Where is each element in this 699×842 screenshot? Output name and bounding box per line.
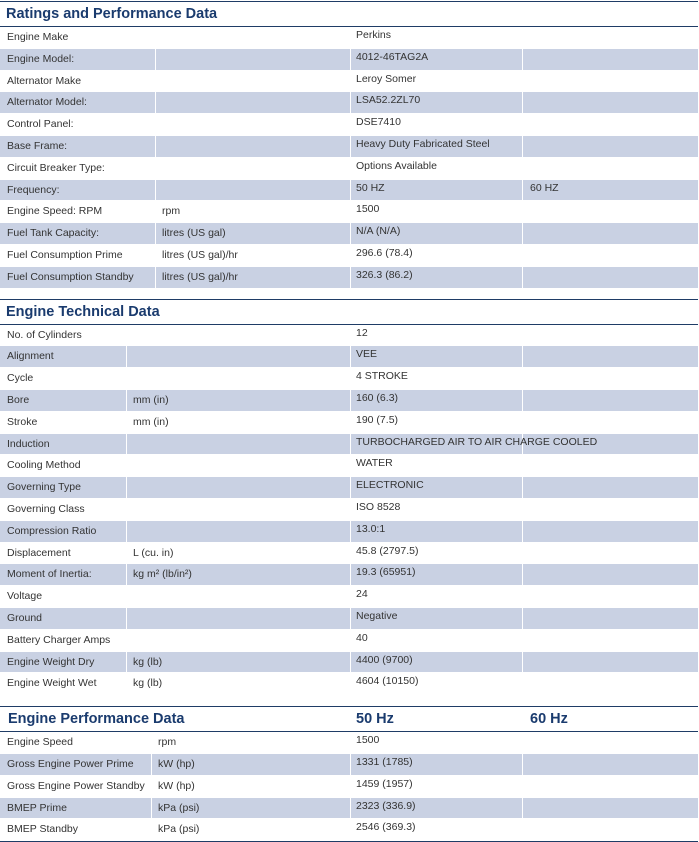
column-divider (350, 477, 351, 498)
column-divider (126, 673, 127, 694)
column-divider (522, 776, 523, 797)
column-divider (350, 267, 351, 288)
column-divider (350, 325, 351, 346)
table-row (0, 412, 698, 434)
performance-table (0, 732, 698, 841)
row-label: Governing Type (7, 481, 81, 494)
row-unit: kg (lb) (133, 677, 163, 690)
column-divider (522, 499, 523, 520)
column-divider (126, 543, 127, 564)
column-divider (126, 455, 127, 476)
column-divider (522, 630, 523, 651)
row-value-50hz: 4400 (9700) (356, 653, 413, 666)
row-label: Battery Charger Amps (7, 633, 111, 646)
column-divider (350, 434, 351, 455)
column-divider (522, 754, 523, 775)
column-divider (522, 114, 523, 135)
column-divider (522, 346, 523, 367)
column-divider (350, 158, 351, 179)
column-divider (126, 477, 127, 498)
column-divider (522, 325, 523, 346)
column-divider (155, 245, 156, 266)
table-row (0, 586, 698, 608)
table-row (0, 455, 698, 477)
row-label: Fuel Consumption Prime (7, 248, 123, 261)
row-unit: mm (in) (133, 415, 169, 428)
row-label: Gross Engine Power Prime (7, 757, 134, 770)
row-unit: L (cu. in) (133, 546, 174, 559)
table-row (0, 390, 698, 412)
row-unit: litres (US gal) (162, 227, 226, 240)
table-row (0, 368, 698, 390)
row-value-60hz: 60 HZ (530, 181, 559, 194)
column-divider (350, 180, 351, 201)
row-label: Cooling Method (7, 459, 81, 472)
row-label: Engine Make (7, 31, 69, 43)
row-label: Engine Speed (7, 736, 73, 749)
row-label: Moment of Inertia: (7, 568, 92, 581)
row-value-50hz: 4604 (10150) (356, 675, 419, 688)
column-divider (522, 92, 523, 113)
column-divider (522, 390, 523, 411)
column-divider (522, 267, 523, 288)
row-value-50hz: 50 HZ (356, 181, 385, 194)
table-row (0, 608, 698, 630)
column-divider (155, 114, 156, 135)
column-divider (155, 180, 156, 201)
row-value-50hz: Leroy Somer (356, 72, 417, 85)
row-value-50hz: WATER (356, 457, 393, 470)
row-label: BMEP Prime (7, 801, 67, 814)
row-label: Stroke (7, 415, 38, 428)
column-divider (126, 521, 127, 542)
row-value-50hz: Negative (356, 609, 398, 622)
row-label: Control Panel: (7, 118, 74, 131)
column-divider (522, 158, 523, 179)
table-row (0, 754, 698, 776)
table-row (0, 776, 698, 798)
column-divider (350, 673, 351, 694)
column-divider (155, 136, 156, 157)
row-label: Engine Weight Wet (7, 677, 97, 690)
row-value-50hz: 4012-46TAG2A (356, 50, 429, 63)
performance-section (0, 706, 698, 841)
row-label: Gross Engine Power Standby (7, 779, 145, 792)
row-label: Induction (7, 437, 50, 450)
column-divider (155, 27, 156, 48)
table-row (0, 819, 698, 841)
column-divider (155, 201, 156, 222)
column-divider (350, 114, 351, 135)
row-label: No. of Cylinders (7, 328, 82, 341)
table-row (0, 180, 698, 202)
column-divider (522, 368, 523, 389)
column-divider (522, 673, 523, 694)
table-row (0, 92, 698, 114)
column-divider (155, 223, 156, 244)
column-divider (350, 390, 351, 411)
column-divider (522, 49, 523, 70)
column-divider (522, 71, 523, 92)
performance-col-60hz: 60 Hz (530, 711, 568, 728)
row-value-50hz: 2546 (369.3) (356, 821, 416, 834)
column-divider (126, 325, 127, 346)
table-row (0, 245, 698, 267)
table-row (0, 798, 698, 820)
column-divider (350, 754, 351, 775)
performance-title: Engine Performance Data (8, 711, 185, 728)
column-divider (522, 201, 523, 222)
column-divider (522, 180, 523, 201)
row-value-50hz: 190 (7.5) (356, 413, 399, 426)
table-row (0, 136, 698, 158)
column-divider (350, 136, 351, 157)
row-value-50hz: 24 (356, 588, 368, 601)
row-value-50hz: 326.3 (86.2) (356, 268, 413, 281)
row-unit: rpm (162, 205, 181, 218)
column-divider (522, 564, 523, 585)
row-label: Ground (7, 611, 43, 624)
row-label: Alternator Model: (7, 96, 87, 109)
row-value-50hz: 19.3 (65951) (356, 566, 416, 579)
table-row (0, 325, 698, 347)
row-label: Engine Speed: RPM (7, 205, 103, 218)
column-divider (126, 412, 127, 433)
row-value-50hz: 12 (356, 326, 368, 339)
column-divider (350, 499, 351, 520)
row-unit: kW (hp) (158, 757, 195, 770)
column-divider (350, 798, 351, 819)
column-divider (522, 27, 523, 48)
row-label: Engine Model: (7, 52, 75, 65)
row-value-50hz: 2323 (336.9) (356, 799, 416, 812)
table-row (0, 49, 698, 71)
column-divider (350, 455, 351, 476)
column-divider (350, 521, 351, 542)
ratings-title: Ratings and Performance Data (0, 2, 698, 27)
row-value-50hz: DSE7410 (356, 116, 401, 129)
table-row (0, 27, 698, 49)
technical-section (0, 299, 698, 696)
row-value-50hz: Options Available (356, 159, 437, 172)
performance-header (0, 707, 698, 732)
column-divider (126, 368, 127, 389)
column-divider (350, 630, 351, 651)
row-label: BMEP Standby (7, 823, 79, 836)
column-divider (126, 434, 127, 455)
column-divider (350, 776, 351, 797)
column-divider (155, 158, 156, 179)
column-divider (522, 412, 523, 433)
column-divider (522, 652, 523, 673)
table-row (0, 652, 698, 674)
row-value-50hz: 1500 (356, 734, 380, 747)
table-row (0, 346, 698, 368)
column-divider (522, 819, 523, 840)
column-divider (350, 819, 351, 840)
table-row (0, 543, 698, 565)
column-divider (522, 245, 523, 266)
row-label: Fuel Tank Capacity: (7, 227, 100, 240)
row-label: Bore (7, 393, 30, 406)
row-value-50hz: ELECTRONIC (356, 479, 424, 492)
table-row (0, 564, 698, 586)
table-row (0, 267, 698, 289)
column-divider (126, 499, 127, 520)
row-unit: mm (in) (133, 393, 169, 406)
row-value-50hz: Perkins (356, 29, 392, 41)
table-row (0, 630, 698, 652)
table-row (0, 477, 698, 499)
column-divider (155, 49, 156, 70)
column-divider (350, 564, 351, 585)
row-unit: kPa (psi) (158, 801, 200, 814)
row-value-50hz: 13.0:1 (356, 522, 386, 535)
ratings-table (0, 27, 698, 289)
ratings-section (0, 1, 698, 289)
table-row (0, 673, 698, 695)
column-divider (522, 586, 523, 607)
row-value-50hz: 1331 (1785) (356, 755, 413, 768)
table-row (0, 201, 698, 223)
row-value-50hz: TURBOCHARGED AIR TO AIR CHARGE COOLED (356, 435, 598, 448)
column-divider (522, 732, 523, 753)
column-divider (350, 608, 351, 629)
row-label: Alternator Make (7, 74, 82, 87)
column-divider (350, 412, 351, 433)
row-value-50hz: VEE (356, 348, 378, 361)
column-divider (126, 564, 127, 585)
column-divider (522, 798, 523, 819)
performance-col-50hz: 50 Hz (356, 711, 394, 728)
table-row (0, 732, 698, 754)
row-label: Voltage (7, 590, 43, 603)
row-unit: litres (US gal)/hr (162, 248, 238, 261)
column-divider (126, 608, 127, 629)
column-divider (522, 477, 523, 498)
column-divider (350, 732, 351, 753)
column-divider (126, 630, 127, 651)
column-divider (350, 49, 351, 70)
column-divider (151, 754, 152, 775)
row-label: Cycle (7, 372, 34, 385)
column-divider (350, 368, 351, 389)
row-label: Fuel Consumption Standby (7, 270, 134, 283)
column-divider (126, 586, 127, 607)
row-value-50hz: 4 STROKE (356, 370, 408, 383)
row-unit: litres (US gal)/hr (162, 270, 238, 283)
row-value-50hz: 160 (6.3) (356, 391, 399, 404)
row-unit: rpm (158, 736, 177, 749)
row-value-50hz: 40 (356, 631, 368, 644)
row-value-50hz: ISO 8528 (356, 500, 401, 513)
table-row (0, 434, 698, 456)
row-unit: kg m² (lb/in²) (133, 568, 192, 581)
column-divider (151, 732, 152, 753)
row-value-50hz: 1459 (1957) (356, 777, 413, 790)
row-label: Compression Ratio (7, 524, 97, 537)
table-row (0, 223, 698, 245)
column-divider (350, 652, 351, 673)
row-label: Governing Class (7, 502, 85, 515)
column-divider (126, 652, 127, 673)
table-row (0, 521, 698, 543)
row-value-50hz: 1500 (356, 203, 380, 216)
column-divider (151, 819, 152, 840)
column-divider (350, 71, 351, 92)
row-value-50hz: 45.8 (2797.5) (356, 544, 419, 557)
column-divider (155, 267, 156, 288)
column-divider (155, 71, 156, 92)
row-value-50hz: Heavy Duty Fabricated Steel (356, 137, 490, 150)
row-label: Base Frame: (7, 139, 68, 152)
column-divider (350, 92, 351, 113)
row-value-50hz: N/A (N/A) (356, 225, 401, 238)
column-divider (522, 608, 523, 629)
column-divider (522, 455, 523, 476)
table-row (0, 499, 698, 521)
column-divider (522, 136, 523, 157)
table-row (0, 158, 698, 180)
column-divider (522, 543, 523, 564)
column-divider (522, 223, 523, 244)
column-divider (350, 223, 351, 244)
technical-table (0, 325, 698, 696)
row-label: Frequency: (7, 183, 60, 196)
column-divider (350, 27, 351, 48)
row-label: Alignment (7, 350, 54, 363)
row-value-50hz: LSA52.2ZL70 (356, 94, 421, 107)
column-divider (522, 521, 523, 542)
column-divider (151, 776, 152, 797)
row-label: Circuit Breaker Type: (7, 161, 105, 174)
row-label: Engine Weight Dry (7, 655, 95, 668)
column-divider (126, 346, 127, 367)
row-unit: kPa (psi) (158, 823, 200, 836)
column-divider (350, 201, 351, 222)
column-divider (350, 586, 351, 607)
table-row (0, 114, 698, 136)
column-divider (350, 245, 351, 266)
row-unit: kg (lb) (133, 655, 163, 668)
table-row (0, 71, 698, 93)
row-value-50hz: 296.6 (78.4) (356, 246, 413, 259)
row-unit: kW (hp) (158, 779, 195, 792)
column-divider (126, 390, 127, 411)
column-divider (350, 346, 351, 367)
row-label: Displacement (7, 546, 71, 559)
column-divider (155, 92, 156, 113)
column-divider (350, 543, 351, 564)
technical-title: Engine Technical Data (0, 300, 698, 325)
column-divider (151, 798, 152, 819)
